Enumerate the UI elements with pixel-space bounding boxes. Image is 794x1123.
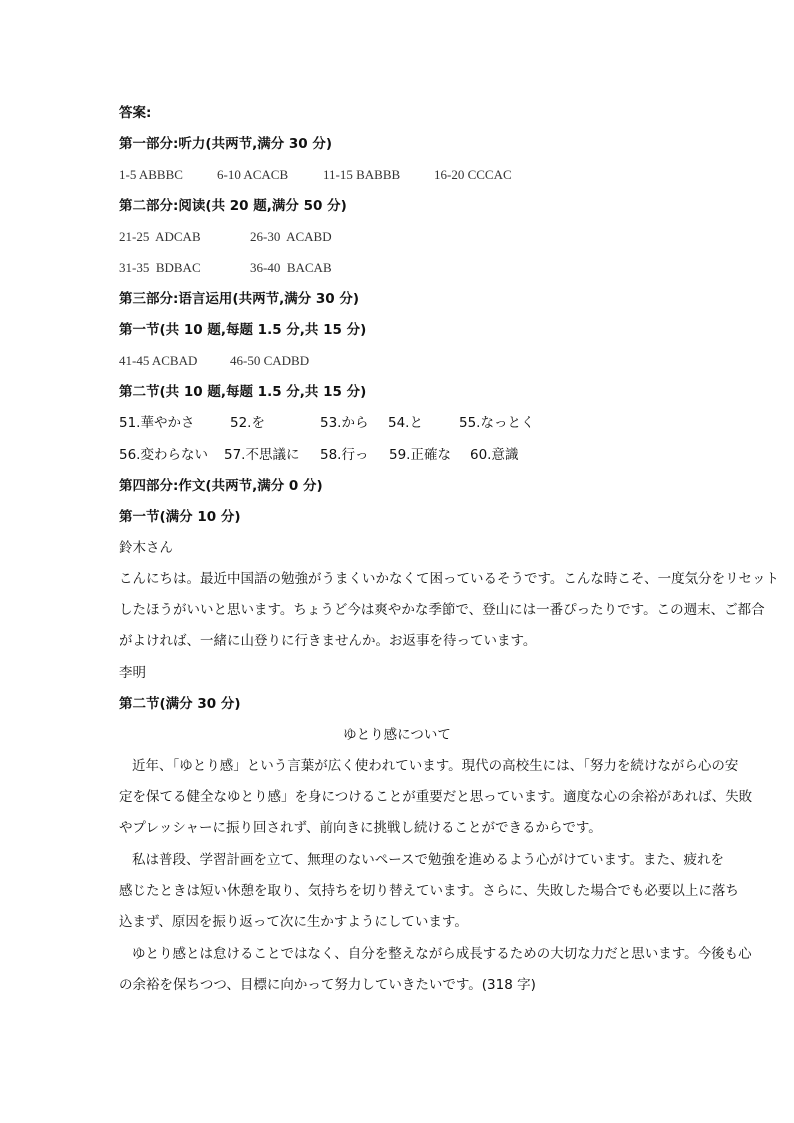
letter-line: がよければ、一緒に山登りに行きませんか。お返事を待っています。 [119, 633, 537, 650]
part2-heading: 第二部分:阅读(共 20 题,满分 50 分) [119, 198, 347, 214]
essay-title: ゆとり感について [343, 727, 451, 743]
part4-section1-heading: 第一节(满分 10 分) [119, 509, 241, 525]
answer-group: 6-10 ACACB [217, 167, 289, 182]
cloze-answer: 60.意識 [470, 447, 519, 463]
part3-section1-heading: 第一节(共 10 题,每题 1.5 分,共 15 分) [119, 322, 367, 338]
cloze-answer: 52.を [230, 415, 265, 431]
answer-group: 46-50 CADBD [230, 353, 310, 368]
cloze-answer: 51.華やかさ [119, 415, 195, 431]
answer-group: 26-30 ACABD [250, 229, 332, 244]
essay-line: 定を保てる健全なゆとり感」を身につけることが重要だと思っています。適度な心の余裕があれば、失敗 [119, 789, 753, 806]
part1-heading: 第一部分:听力(共两节,满分 30 分) [119, 136, 333, 152]
letter-signature: 李明 [119, 665, 146, 681]
answer-group: 21-25 ADCAB [119, 229, 201, 244]
essay-paragraph-2 [119, 845, 739, 939]
essay-paragraph-3 [119, 939, 752, 1001]
letter-body [119, 564, 780, 658]
cloze-answer: 53.から [320, 415, 369, 431]
letter-line: こんにちは。最近中国語の勉強がうまくいかなくて困っているそうです。こんな時こそ、一度気分をリセット [119, 571, 780, 587]
essay-paragraph-1 [119, 751, 753, 845]
cloze-answer: 56.変わらない [119, 447, 208, 463]
answer-group: 11-15 BABBB [323, 167, 401, 182]
cloze-answer: 55.なっとく [459, 415, 535, 431]
essay-line: 近年、「ゆとり感」という言葉が広く使われています。現代の高校生には、「努力を続けながら心の安 [132, 758, 739, 774]
answer-group: 1-5 ABBBC [119, 167, 183, 182]
essay-line: 私は普段、学習計画を立て、無理のないペースで勉強を進めるよう心がけています。また、疲れを [132, 852, 724, 868]
essay-line: 感じたときは短い休憩を取り、気持ちを切り替えています。さらに、失敗した場合でも必要以上に落ち [119, 883, 739, 900]
part3-heading: 第三部分:语言运用(共两节,满分 30 分) [119, 291, 360, 307]
part4-section2-heading: 第二节(满分 30 分) [119, 696, 241, 712]
essay-line: 込まず、原因を振り返って次に生かすようにしています。 [119, 914, 468, 931]
answer-group: 36-40 BACAB [250, 260, 332, 275]
letter-line: したほうがいいと思います。ちょうど今は爽やかな季節で、登山には一番ぴったりです。この週末、ご都合 [119, 602, 765, 619]
part4-heading: 第四部分:作文(共两节,满分 0 分) [119, 478, 323, 494]
answer-group: 31-35 BDBAC [119, 260, 201, 275]
cloze-answer: 59.正確な [389, 447, 451, 463]
essay-line: やプレッシャーに振り回されず、前向きに挑戦し続けることができるからです。 [119, 820, 602, 837]
answer-group: 16-20 CCCAC [434, 167, 512, 182]
answers-title: 答案: [119, 105, 152, 121]
cloze-answer: 58.行っ [320, 447, 369, 463]
part3-section2-heading: 第二节(共 10 题,每题 1.5 分,共 15 分) [119, 384, 367, 400]
essay-line: ゆとり感とは怠けることではなく、自分を整えながら成長するための大切な力だと思います。今後も心 [132, 946, 752, 962]
cloze-answer: 57.不思議に [224, 447, 300, 463]
essay-line: の余裕を保ちつつ、目標に向かって努力していきたいです。(318 字) [119, 977, 536, 994]
cloze-answer: 54.と [388, 415, 423, 431]
letter-salutation: 鈴木さん [119, 540, 173, 556]
answer-group: 41-45 ACBAD [119, 353, 198, 368]
